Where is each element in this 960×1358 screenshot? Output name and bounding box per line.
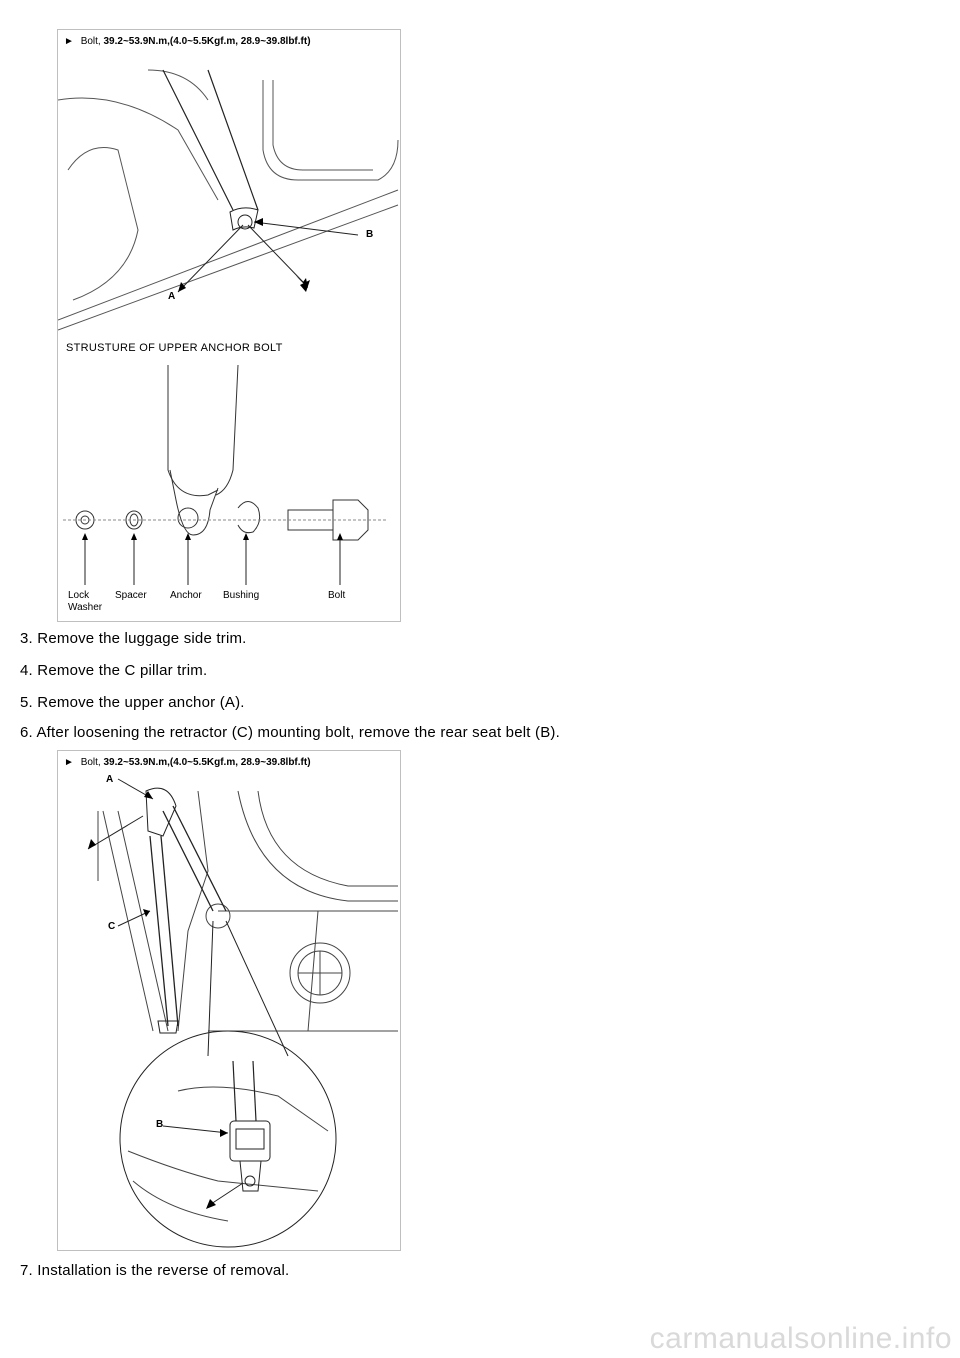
part-bushing: Bushing [223,590,260,601]
step-text: Installation is the reverse of removal. [37,1262,290,1279]
part-bolt: Bolt [328,590,346,601]
spec-value: 39.2~53.9N.m,(4.0~5.5Kgf.m, 28.9~39.8lbf.ft) [103,757,311,768]
spec-prefix: Bolt, [80,36,101,47]
label-b: B [366,229,374,240]
step-text: Remove the C pillar trim. [37,662,208,679]
step-7 [20,1262,289,1279]
step-3 [20,630,247,647]
label-c: C [108,921,116,932]
step-text: Remove the upper anchor (A). [37,694,245,711]
step-5 [20,694,245,711]
seat-belt-drawing [58,751,402,1252]
spec-prefix: Bolt, [80,757,101,768]
step-number: 4. [20,662,33,679]
part-spacer: Spacer [115,590,147,601]
step-text: After loosening the retractor (C) mounting bolt, remove the rear seat belt (B). [36,724,560,741]
step-number: 3. [20,630,33,647]
step-4 [20,662,207,679]
step-text: Remove the luggage side trim. [37,630,247,647]
step-6 [20,724,560,741]
watermark-footer: carmanualsonline.info [649,1322,952,1355]
spec-value: 39.2~53.9N.m,(4.0~5.5Kgf.m, 28.9~39.8lbf.ft) [103,36,311,47]
label-a: A [106,774,114,785]
step-number: 5. [20,694,33,711]
step-number: 6. [20,724,33,741]
part-lock-washer: Lock Washer [68,590,103,613]
torque-arrow-icon: ► [64,36,74,47]
step-number: 7. [20,1262,33,1279]
part-anchor: Anchor [170,590,202,601]
structure-title: STRUSTURE OF UPPER ANCHOR BOLT [66,342,283,354]
label-b: B [156,1119,164,1130]
seat-belt-removal-figure [57,750,401,1251]
torque-arrow-icon: ► [64,757,74,768]
upper-anchor-drawing [58,30,402,623]
label-a: A [168,291,176,302]
upper-anchor-figure [57,29,401,622]
